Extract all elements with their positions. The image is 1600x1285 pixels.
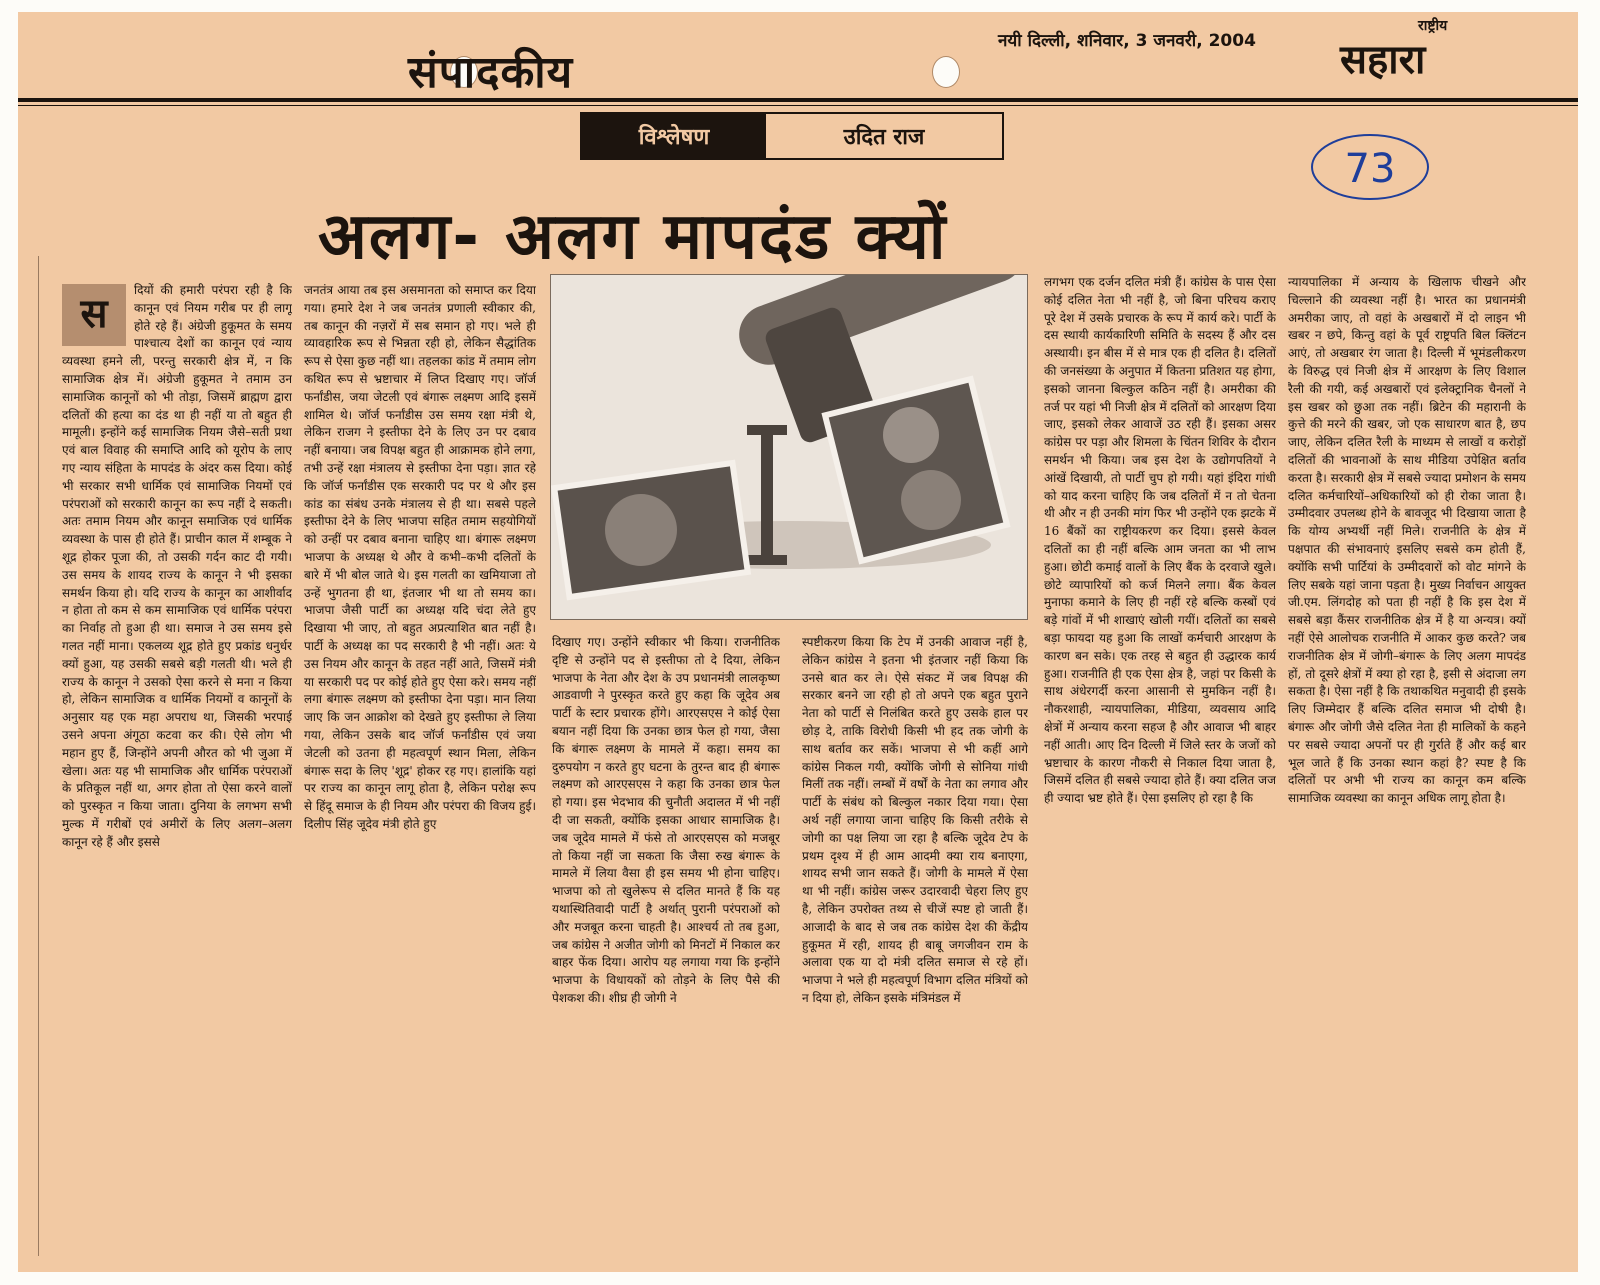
column-4-text: स्पष्टीकरण किया कि टेप में उनकी आवाज नहीं है, लेकिन कांग्रेस ने इतना भी इंतजार नहीं किया कि उनसे बात कर ले। ऐसे संकट में जब विपक्ष की सरकार बनने जा रही हो तो अपने एक बहुत पुराने नेता को पार्टी से निलंबित करते हुए उसके हाल पर छोड़ दे, ताकि विरोधी किसी भी हद तक जोगी के साथ बर्ताव कर सकें। भाजपा से भी कहीं आगे कांग्रेस निकल गयी, क्योंकि जोगी से सोनिया गांधी मिलीं तक नहीं। लम्बों में वर्षों के नेता का लगाव और पार्टी के संबंध को बिल्कुल नकार दिया गया। ऐसा अर्थ नहीं लगाया जाना चाहिए कि किसी तरीके से जोगी का पक्ष लिया जा रहा है बल्कि जूदेव टेप के प्रथम दृश्य में ही आम आदमी क्या राय बनाएगा, शायद सभी जान सकते हैं। जोगी के मामले में ऐसा था भी नहीं। कांग्रेस जरूर उदारवादी चेहरा लिए हुए है, लेकिन उपरोक्त तथ्य से चीजें स्पष्ट हो जाती हैं। आजादी के बाद से जब तक कांग्रेस देश की केंद्रीय हुकूमत में रही, शायद ही बाबू जगजीवन राम के अलावा एक या दो मंत्री दलित समाज से रहे हों। भाजपा ने भले ही महत्वपूर्ण विभाग दलित मंत्रियों को न दिया हो, लेकिन इसके मंत्रिमंडल में <box>802 635 1028 1005</box>
drop-cap: स <box>62 284 126 346</box>
newspaper-clipping <box>18 12 1578 1272</box>
column-1-text: दियों की हमारी परंपरा रही है कि कानून एवं नियम गरीब पर ही लागू होते रहे हैं। अंग्रेजी हुकूमत के समय पाश्चात्य देशों का कानून एवं न्याय व्यवस्था हमने ली, परन्तु सरकारी क्षेत्र में, न कि सामाजिक क्षेत्र में। अंग्रेजी हुकूमत ने तमाम उन सामाजिक कानूनों को भी तोड़ा, जिसमें ब्राह्मण द्वारा दलितों की हत्या का दंड था ही नहीं या तो बहुत ही मामूली। इन्होंने कई सामाजिक नियम जैसे–सती प्रथा एवं बाल विवाह की समाप्ति आदि को यूरोप के लाए गए न्याय संहिता के मापदंड के अंदर कस दिया। कोई भी सरकार सभी धार्मिक एवं सामाजिक नियमों एवं परंपराओं को सरकारी कानून का रूप नहीं दे सकती। अतः तमाम नियम और कानून समाजिक एवं धार्मिक व्यवस्था के पास ही होते हैं। प्राचीन काल में शम्बूक ने शूद्र होकर पूजा की, तो उसकी गर्दन काट दी गयी। उस समय के शायद राज्य के कानून ने भी इसका समर्थन किया हो। यदि राज्य के कानून का आशीर्वाद न होता तो कम से कम सामाजिक एवं धार्मिक परंपरा का निर्वाह तो हुआ ही था। समाज ने उस समय इसे गलत नहीं माना। एकलव्य शूद्र होते हुए प्रकांड धनुर्धर क्यों हुआ, यह उसकी सबसे बड़ी गलती थी। भले ही राज्य के कानून ने उसको ऐसा करने से मना न किया हो, लेकिन सामाजिक व धार्मिक नियमों व कानूनों के अनुसार यह एक महा अपराध था, जिसकी भरपाई उसने अपना अंगूठा कटवा कर की। ऐसे लोग भी महान हुए हैं, जिन्होंने अपनी औरत को भी जुआ में खेला। अतः यह भी सामाजिक और धार्मिक परंपराओं के प्रतिकूल नहीं था, अगर होता तो ऐसा करने वालों को पुरस्कृत न किया जाता। दुनिया के लगभग सभी मुल्क में गरीबों एवं अमीरों के लिए अलग–अलग कानून रहे हैं और इससे <box>62 283 292 849</box>
column-5-text: लगभग एक दर्जन दलित मंत्री हैं। कांग्रेस के पास ऐसा कोई दलित नेता भी नहीं है, जो बिना परिचय कराए पूरे देश में उसके प्रचारक के रूप में कार्य करे। पार्टी के दस स्थायी कार्यकारिणी समिति के सदस्य हैं और दस अस्थायी। इन बीस में से मात्र एक ही दलित है। दलितों की जनसंख्या के अनुपात में कितना प्रतिशत यह होगा, इसको जानना बिल्कुल कठिन नहीं है। अमरीका की तर्ज पर यहां भी निजी क्षेत्र में दलितों को आरक्षण दिया जाए, इसको लेकर आवाजें उठ रही हैं। इसका असर कांग्रेस पर पड़ा और शिमला के चिंतन शिविर के दौरान समर्थन भी किया। जब इस देश के उद्योगपतियों ने आंखें दिखायी, तो पार्टी चुप हो गयी। यहां इंदिरा गांधी को याद करना चाहिए कि जब दलितों में न तो चेतना थी और न ही उनकी मांग फिर भी उन्होंने एक झटके में 16 बैंकों का राष्ट्रीयकरण कर दिया। इससे केवल दलितों का ही नहीं बल्कि आम जनता का भी लाभ हुआ। छोटी कमाई वालों के लिए बैंक के दरवाजे खुले। छोटे व्यापारियों को कर्ज मिलने लगा। बैंक केवल मुनाफा कमाने के लिए ही नहीं रहे बल्कि कस्बों एवं बड़े गांवों में भी शाखाएं खोली गयीं। दलितों का सबसे बड़ा फायदा यह हुआ कि लाखों कर्मचारी आरक्षण के कारण बन सके। एक तरह से बहुत ही उद्धारक कार्य हुआ। राजनीति ही एक ऐसा क्षेत्र है, जहां पर किसी के साथ अंधेरगर्दी करना आसानी से मुमकिन नहीं है। नौकरशाही, न्यायपालिका, मीडिया, व्यवसाय आदि क्षेत्रों में अन्याय करना सहज है और आवाज भी बाहर नहीं आती। आए दिन दिल्ली में जिले स्तर के जजों को भ्रष्टाचार के कारण नौकरी से निकाल दिया जाता है, जिसमें दलित ही सबसे ज्यादा होते हैं। क्या दलित जज ही ज्यादा भ्रष्ट होते हैं। ऐसा इसलिए हो रहा है कि <box>1044 275 1276 806</box>
header-rule-thin <box>18 105 1578 106</box>
handwritten-page-number <box>1308 130 1432 204</box>
headline: अलग- अलग मापदंड क्यों <box>318 200 948 274</box>
column-2-text: जनतंत्र आया तब इस असमानता को समाप्त कर दिया गया। हमारे देश ने जब जनतंत्र प्रणाली स्वीकार की, तब कानून की नज़रों में सब समान हो गए। भले ही व्यावहारिक रूप से भिन्नता रही हो, लेकिन सैद्धांतिक रूप से ऐसा कुछ नहीं था। तहलका कांड में तमाम लोग कथित रूप से भ्रष्टाचार में लिप्त दिखाए गए। जॉर्ज फर्नांडीस, जया जेटली एवं बंगारू लक्ष्मण आदि इसमें शामिल थे। जॉर्ज फर्नांडीस उस समय रक्षा मंत्री थे, लेकिन राजग ने इस्तीफा देने के लिए उन पर दबाव नहीं बनाया। जब विपक्ष बहुत ही आक्रामक होने लगा, तभी उन्हें रक्षा मंत्रालय से इस्तीफा देना पड़ा। ज्ञात रहे कि जॉर्ज फर्नांडीस एक सरकारी पद पर थे और इस कांड का संबंध उनके मंत्रालय से ही था। सबसे पहले इस्तीफा देने के लिए भाजपा सहित तमाम सहयोगियों को उन्हीं पर दबाव बनाना चाहिए था। बंगारू लक्ष्मण भाजपा के अध्यक्ष थे और वे कभी–कभी दलितों के बारे में भी बोल जाते थे। इस गलती का खमियाजा तो उन्हें भुगतना ही था, इंतजार भी था तो समय का। भाजपा जैसी पार्टी का अध्यक्ष यदि चंदा लेते हुए दिखाया भी जाए, तो बहुत अप्रत्याशित बात नहीं है। पार्टी के अध्यक्ष का पद सरकारी है भी नहीं। अतः ये उस नियम और कानून के तहत नहीं आते, जिसमें मंत्री या सरकारी पद पर कोई होते हुए ऐसा करे। समय नहीं लगा बंगारू लक्ष्मण को इस्तीफा देना पड़ा। मान लिया जाए कि जन आक्रोश को देखते हुए इस्तीफा ले लिया गया, लेकिन उसके बाद जॉर्ज फर्नांडीस एवं जया जेटली को उतना ही महत्वपूर्ण स्थान मिला, लेकिन बंगारू सदा के लिए 'शूद्र' होकर रह गए। हालांकि यहां पर राज्य का कानून लागू होता है, लेकिन परोक्ष रूप से हिंदू समाज के ही नियम और परंपरा की विजय हुई। दिलीप सिंह जूदेव मंत्री होते हुए <box>304 283 536 831</box>
article-column-4 <box>802 634 1028 1252</box>
masthead-subtitle: राष्ट्रीय <box>1418 18 1448 34</box>
section-title: संपादकीय <box>408 47 574 98</box>
page-number-text: 73 <box>1344 146 1396 192</box>
article-column-1 <box>62 282 292 1252</box>
masthead-logo: सहारा <box>1340 37 1426 83</box>
kicker-box <box>580 112 1004 160</box>
article-column-6 <box>1288 274 1526 1252</box>
kicker-label: विश्लेषण <box>582 114 766 158</box>
article-column-2 <box>304 282 536 1252</box>
column-rule <box>38 256 39 1256</box>
dateline: नयी दिल्ली, शनिवार, 3 जनवरी, 2004 <box>998 31 1256 51</box>
punch-hole <box>932 56 960 88</box>
author-name: उदित राज <box>843 125 925 150</box>
column-3-text: दिखाए गए। उन्होंने स्वीकार भी किया। राजनीतिक दृष्टि से उन्होंने पद से इस्तीफा तो दे दिया, लेकिन भाजपा के नेता और देश के उप प्रधानमंत्री लालकृष्ण आडवाणी ने पुरस्कृत करते हुए कहा कि जूदेव अब पार्टी के स्टार प्रचारक होंगे। आरएसएस ने कोई ऐसा बयान नहीं दिया कि उनका छात्र फेल हो गया, जैसा कि बंगारू लक्ष्मण के मामले में कहा। समय का दुरुपयोग न करते हुए घटना के तुरन्त बाद ही बंगारू लक्ष्मण को आरएसएस ने कहा कि उनका छात्र फेल हो गया। इस भेदभाव की चुनौती अदालत में भी नहीं दी जा सकती, क्योंकि इसका आधार सामाजिक है। जब जूदेव मामले में फंसे तो आरएसएस को मजबूर तो किया नहीं जा सकता कि जैसा रुख बंगारू के मामले में लिया वैसा ही इस समय भी होना चाहिए। भाजपा को तो खुलेरूप से दलित मानते हैं कि यह यथास्थितिवादी पार्टी है अर्थात् पुरानी परंपराओं को और मजबूत करना चाहती है। आश्चर्य तो तब हुआ, जब कांग्रेस ने अजीत जोगी को मिनटों में निकाल कर बाहर फेंक दिया। आरोप यह लगाया गया कि इन्होंने भाजपा के विधायकों को तोड़ने के लिए पैसे की पेशकश की। शीघ्र ही जोगी ने <box>552 635 780 1005</box>
header-rule <box>18 98 1578 102</box>
article-column-3 <box>552 634 780 1252</box>
article-photo <box>550 274 1028 620</box>
article-column-5 <box>1044 274 1276 1252</box>
column-6-text: न्यायपालिका में अन्याय के खिलाफ चीखने और चिल्लाने की व्यवस्था नहीं है। भारत का प्रधानमंत्री अमरीका जाए, तो वहां के अखबारों में दो लाइन भी खबर न छपे, किन्तु वहां के पूर्व राष्ट्रपति बिल क्लिंटन आएं, तो अखबार रंग जाता है। दिल्ली में भूमंडलीकरण के विरुद्ध एवं निजी क्षेत्र में आरक्षण के लिए विशाल रैली की गयी, कई अखबारों एवं इलेक्ट्रानिक चैनलों ने इस खबर को छुआ तक नहीं। ब्रिटेन की महारानी के कुत्ते की मरने की खबर, जो एक साधारण बात है, छप जाए, लेकिन दलित रैली के माध्यम से लाखों व करोड़ों दलितों की भावनाओं के साथ मीडिया उपेक्षित बर्ताव करता है। सरकारी क्षेत्र में सबसे ज्यादा प्रमोशन के समय दलित कर्मचारियों–अधिकारियों को ही रोका जाता है। उम्मीदवार उपलब्ध होने के बावजूद भी दिखाया जाता है कि योग्य अभ्यर्थी नहीं मिले। राजनीति के क्षेत्र में पक्षपात की संभावनाएं इसलिए सबसे कम होती हैं, क्योंकि सभी पार्टियां के उम्मीदवारों को वोट मांगने के लिए सबके यहां जाना पड़ता है। मुख्य निर्वाचन आयुक्त जी.एम. लिंगदोह को पता ही नहीं है कि इस देश में सबसे बड़ा कैंसर राजनीतिक क्षेत्र में है या अन्यत्र। क्यों नहीं ऐसे आलोचक राजनीति में आकर कुछ करते? जब राजनीतिक क्षेत्र में जोगी–बंगारू के लिए अलग मापदंड हों, तो दूसरे क्षेत्रों में क्या हो रहा है, इसी से अंदाजा लग सकता है। ऐसा नहीं है कि तथाकथित मनुवादी ही इसके लिए जिम्मेदार हैं बल्कि दलित समाज भी दोषी है। बंगारू और जोगी जैसे दलित नेता ही मालिकों के कहने पर सबसे ज्यादा अपनों पर ही गुर्राते हैं और कई बार भूल जाते हैं कि उनका स्थान कहां है? स्पष्ट है कि दलितों पर अभी भी राज्य का कानून कम बल्कि सामाजिक व्यवस्था का कानून अधिक लागू होता है। <box>1288 275 1526 806</box>
